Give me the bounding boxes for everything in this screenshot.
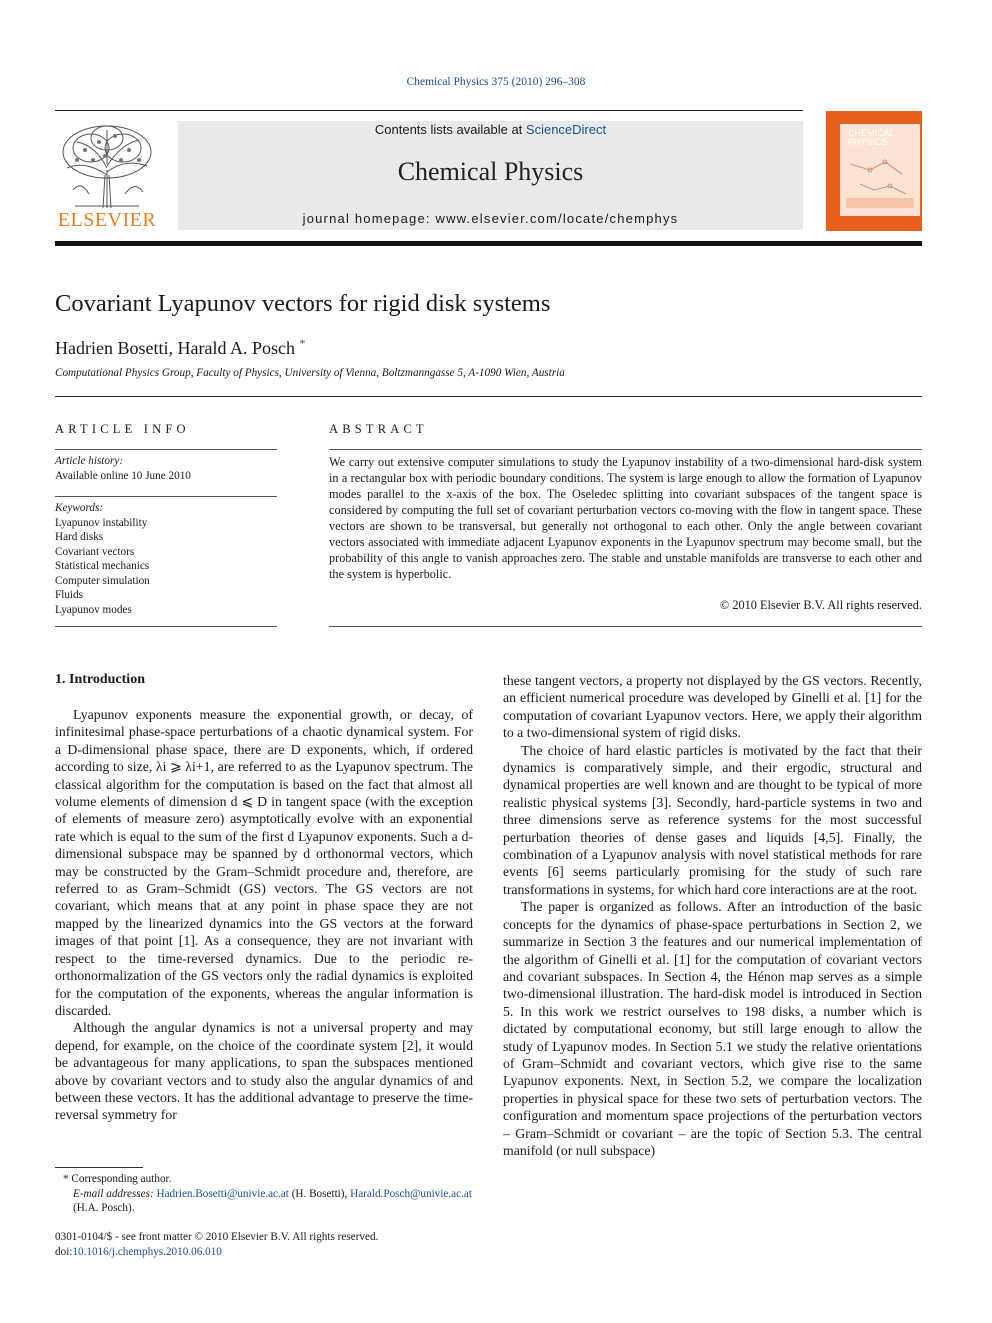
journal-homepage[interactable]: journal homepage: www.elsevier.com/locate/chemphys	[302, 211, 679, 226]
doi-link[interactable]: 10.1016/j.chemphys.2010.06.010	[72, 1245, 222, 1258]
journal-masthead	[178, 121, 803, 230]
history-value: Available online 10 June 2010	[55, 470, 191, 482]
article-history	[55, 454, 191, 484]
authors-text: Hadrien Bosetti, Harald A. Posch	[55, 338, 295, 358]
keywords-block	[55, 501, 150, 617]
journal-title: Chemical Physics	[397, 157, 584, 186]
section-heading-introduction: 1. Introduction	[55, 672, 145, 687]
abstract-heading: ABSTRACT	[329, 422, 428, 436]
body-column-left	[55, 706, 473, 1124]
footnotes	[55, 1172, 473, 1216]
corresponding-author-mark[interactable]: *	[299, 336, 306, 350]
journal-citation[interactable]: Chemical Physics 375 (2010) 296–308	[406, 76, 586, 88]
keyword-item: Hard disks	[55, 531, 104, 543]
article-info-heading: ARTICLE INFO	[55, 422, 190, 436]
email-name-bosetti: (H. Bosetti),	[291, 1187, 348, 1200]
abstract-bottom-rule	[329, 626, 922, 627]
email-addresses	[55, 1187, 473, 1216]
affiliation: Computational Physics Group, Faculty of Physics, University of Vienna, Boltzmanngasse 5, A-1090 Wien, Austria	[55, 367, 565, 379]
keyword-item: Lyapunov modes	[55, 603, 132, 616]
sciencedirect-link[interactable]: ScienceDirect	[525, 122, 607, 137]
tree-icon	[55, 120, 159, 210]
body-paragraph: these tangent vectors, a property not displayed by the GS vectors. Recently, an efficient numerical procedure was developed by Ginelli et al. [1] for the computation of covariant Lyapunov vectors. Here, we apply their algorithm to a two-dimensional system of rigid disks.	[503, 673, 922, 741]
email-name-posch: (H.A. Posch).	[73, 1202, 135, 1214]
affiliation-rule	[55, 396, 922, 397]
keyword-item: Covariant vectors	[55, 545, 135, 558]
doi-label: doi:	[55, 1245, 73, 1258]
history-rule	[55, 496, 277, 497]
elsevier-wordmark: ELSEVIER	[57, 209, 157, 231]
abstract-copyright: © 2010 Elsevier B.V. All rights reserved.	[719, 598, 922, 612]
email-link-posch[interactable]: Harald.Posch@univie.ac.at	[350, 1187, 472, 1200]
keywords-rule	[55, 626, 277, 627]
elsevier-logo[interactable]	[55, 120, 159, 232]
body-paragraph: Lyapunov exponents measure the exponential growth, or decay, of infinitesimal phase-space perturbations of a chaotic dynamical system. For a D-dimensional phase space, there are D exponents, which, if ordered according to size, λi ⩾ λi+1, are referred to as the Lyapunov spectrum. The classical algorithm for the computation is based on the fact that almost all volume elements of dimension d ⩽ D in tangent space (with the exception of elements of measure zero) asymptotically evolve with an exponential rate which is equal to the sum of the first d Lyapunov exponents. Such a d-dimensional subspace may be spanned by d orthonormal vectors, which may be constructed by the Gram–Schmidt procedure and, therefore, are referred to as Gram–Schmidt (GS) vectors. The GS vectors are not covariant, which means that at any point in phase space they are not mapped by the linearized dynamics into the GS vectors at the forward images of that point [1]. As a consequence, they are not invariant with respect to the time-reversed dynamics. Due to the periodic re-orthonormalization of the GS vectors only the radial dynamics is exploited for the computation of the exponents, whereas the angular information is discarded.	[55, 707, 473, 1018]
header-rule	[55, 110, 803, 111]
keyword-item: Computer simulation	[55, 574, 150, 587]
body-column-right	[503, 672, 922, 1159]
abstract-top-rule	[329, 449, 922, 450]
cover-title	[848, 129, 895, 147]
header-thick-rule	[55, 241, 922, 246]
cover-title-line2: PHYSICS	[848, 137, 888, 147]
footnote-rule	[55, 1167, 143, 1168]
keyword-item: Fluids	[55, 589, 83, 601]
body-paragraph: Although the angular dynamics is not a universal property and may depend, for example, on the choice of the coordinate system [2], it would be advantageous for many applications, to span the subspaces mentioned above by covariant vectors and to study also the angular dynamics of and between these vectors. It has the additional advantage to preserve the time-reversal symmetry for	[55, 1020, 473, 1123]
email-link-bosetti[interactable]: Hadrien.Bosetti@univie.ac.at	[156, 1187, 289, 1200]
keywords-label: Keywords:	[55, 502, 104, 514]
contents-prefix: Contents lists available at	[374, 122, 526, 137]
email-label: E-mail addresses:	[73, 1187, 154, 1200]
issn-line: 0301-0104/$ - see front matter © 2010 Elsevier B.V. All rights reserved.	[55, 1231, 379, 1243]
doi-line	[55, 1245, 378, 1260]
contents-line	[178, 122, 803, 137]
author-list	[55, 336, 305, 359]
abstract-text: We carry out extensive computer simulations to study the Lyapunov instability of a two-dimensional hard-disk system in a rectangular box with periodic boundary conditions. The system is large enough to allow the formation of Lyapunov modes parallel to the x-axis of the box. The Oseledec splitting into covariant subspaces of the tangent space is considered by computing the full set of covariant perturbation vectors co-moving with the flow in tangent space. These vectors are shown to be transversal, but generally not orthogonal to each other. Only the angle between covariant vectors associated with immediate adjacent Lyapunov exponents in the Lyapunov spectrum may become small, but the probability of this angle to vanish approaches zero. The stable and unstable manifolds are transverse to each other and the system is hyperbolic.	[329, 455, 922, 581]
cover-title-line1: CHEMICAL	[848, 128, 895, 138]
history-label: Article history:	[55, 455, 124, 467]
journal-cover[interactable]	[826, 111, 922, 231]
keyword-item: Statistical mechanics	[55, 560, 150, 572]
keyword-item: Lyapunov instability	[55, 516, 148, 529]
body-paragraph: The choice of hard elastic particles is motivated by the fact that their dynamics is comparatively simple, and their ergodic, structural and dynamical properties are well known and are thought to be typical of more realistic physical systems [3]. Secondly, hard-particle systems in two and three dimensions serve as reference systems for the most successful perturbation theories of dense gases and liquids [4,5]. Finally, the combination of a Lyapunov analysis with novel statistical methods for rare events [6] seems particularly promising for the study of such rare transformations in systems, for which hard core interactions are at the root.	[503, 742, 922, 897]
corresponding-author-note: * Corresponding author.	[63, 1173, 172, 1185]
issn-block	[55, 1230, 378, 1259]
body-paragraph: The paper is organized as follows. After an introduction of the basic concepts for the dynamics of phase-space perturbations in Section 2, we summarize in Section 3 the features and our numerical implementation of the algorithm of Ginelli et al. [1] for the computation of covariant vectors and covariant subspaces. In Section 4, the Hénon map serves as a simple two-dimensional illustration. The hard-disk model is introduced in Section 5. In this work we restrict ourselves to 198 disks, a number which is dictated by computational economy, but still large enough to allow the study of Lyapunov modes. In Section 5.1 we study the relative orientations of Gram–Schmidt and covariant vectors, which give rise to the same Lyapunov exponents. Next, in Section 5.2, we compare the localization properties in physical space for these two sets of perturbation vectors. The configuration and momentum space projections of the perturbation vectors – Gram–Schmidt or covariant – are the topic of Section 5.3. The central manifold (or null subspace)	[503, 899, 922, 1158]
article-info-rule	[55, 449, 277, 450]
paper-title: Covariant Lyapunov vectors for rigid disk systems	[55, 290, 551, 317]
